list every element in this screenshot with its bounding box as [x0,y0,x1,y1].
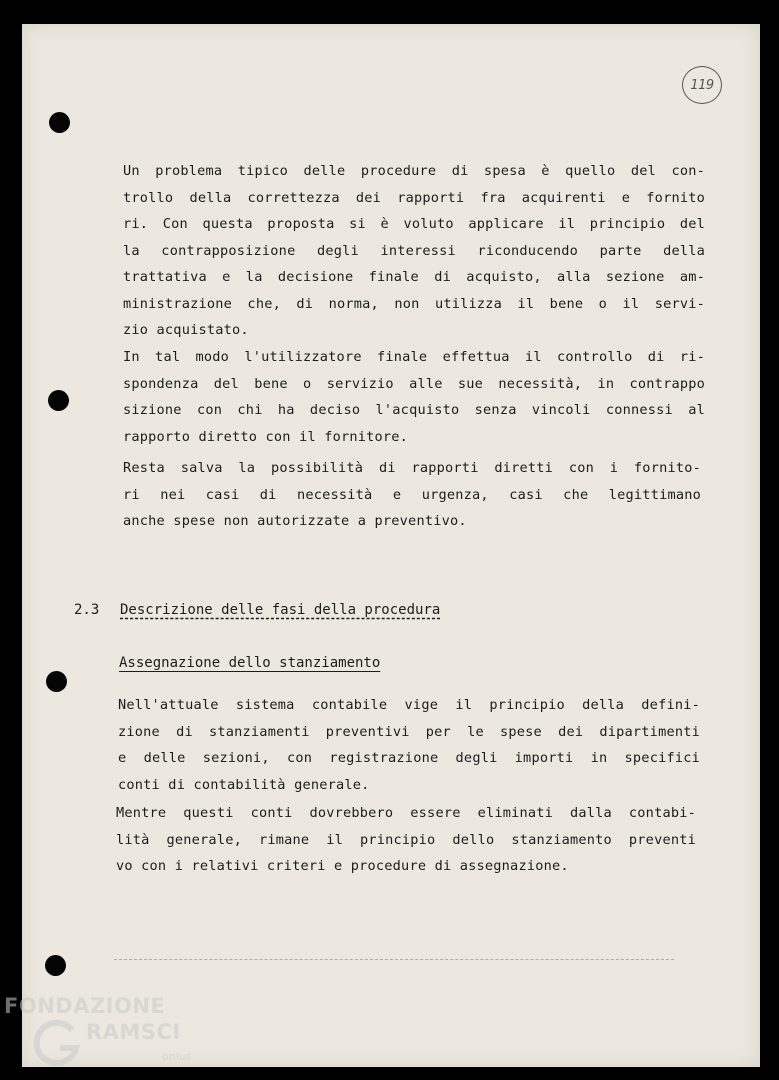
watermark-line-3: onlus [162,1050,192,1063]
text-line: vo con i relativi criteri e procedure di assegnazione. [116,858,569,874]
text-line: trollo della correttezza dei rapporti fra acquirenti e fornito [123,189,705,206]
intro-paragraph-3 [123,455,701,535]
text-line: anche spese non autorizzate a preventivo. [123,513,467,529]
text-line: zione di stanziamenti preventivi per le spese dei dipartimenti [118,723,700,740]
intro-paragraph-1 [123,158,705,344]
section-paragraph-2 [116,800,696,880]
watermark-line-1: FONDAZIONE [4,994,166,1018]
text-line: ministrazione che, di norma, non utilizza il bene o il servi- [123,295,705,312]
punch-hole [49,112,70,133]
punch-hole [46,671,67,692]
text-line: lità generale, rimane il principio dello stanziamento preventi [116,831,696,848]
intro-paragraph-2 [123,344,705,450]
text-line: Mentre questi conti dovrebbero essere eliminati dalla contabi- [116,805,696,821]
section-number: 2.3 [74,602,100,618]
text-line: ri. Con questa proposta si è voluto applicare il principio del [123,216,705,232]
text-line: trattativa e la decisione finale di acquisto, alla sezione am- [123,269,705,285]
text-line: rapporto diretto con il fornitore. [123,428,409,445]
text-line: spondenza del bene o servizio alle sue necessità, in contrappo [123,375,705,392]
watermark-g-icon [32,1018,82,1068]
text-line: ri nei casi di necessità e urgenza, casi che legittimano [123,486,701,503]
text-line: sizione con chi ha deciso l'acquisto senza vincoli connessi al [123,402,705,418]
text-line: la contrapposizione degli interessi riconducendo parte della [123,242,705,259]
section-paragraph-1 [118,692,700,798]
text-line: Nell'attuale sistema contabile vige il principio della defini- [118,697,700,713]
page-number-stamp: 119 [682,66,722,104]
watermark-logo [4,994,204,1076]
text-line: In tal modo l'utilizzatore finale effettua il controllo di ri- [123,349,705,365]
faint-divider [114,959,674,960]
text-line: e delle sezioni, con registrazione degli importi in specifici [118,750,700,766]
document-page [22,24,760,1067]
section-title: Descrizione delle fasi della procedura [120,602,441,618]
punch-hole [48,390,69,411]
text-line: conti di contabilità generale. [118,776,370,793]
text-line: Resta salva la possibilità di rapporti diretti con i fornito- [123,460,701,476]
subsection-title: Assegnazione dello stanziamento [119,655,381,671]
punch-hole [45,955,66,976]
watermark-line-2: RAMSCI [86,1020,181,1044]
text-line: Un problema tipico delle procedure di spesa è quello del con- [123,163,705,179]
text-line: zio acquistato. [123,322,249,338]
